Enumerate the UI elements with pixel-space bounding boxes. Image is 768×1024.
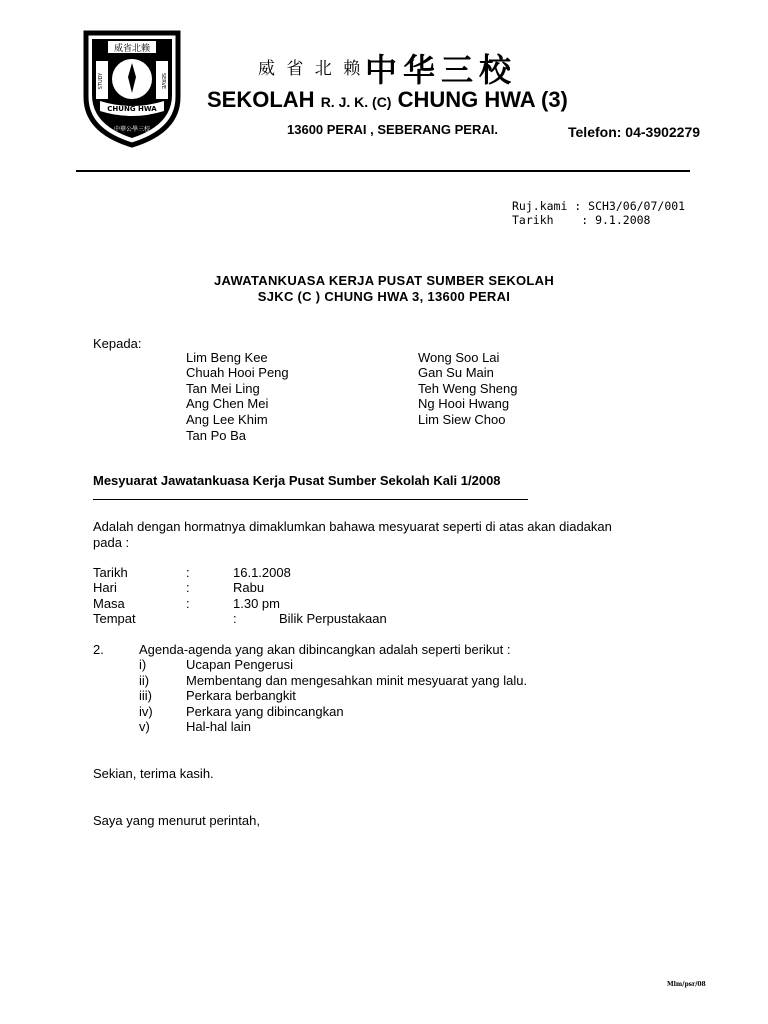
detail-colon: : bbox=[186, 580, 190, 595]
crest-left-text: STUDY bbox=[98, 72, 104, 90]
letterhead-telephone: Telefon: 04-3902279 bbox=[568, 124, 701, 140]
agenda-item-text: Membentang dan mengesahkan minit mesyuarat yang lalu. bbox=[186, 673, 528, 688]
reference-date: Tarikh : 9.1.2008 bbox=[512, 213, 651, 227]
agenda-intro: Agenda-agenda yang akan dibincangkan adalah seperti berikut : bbox=[139, 642, 511, 657]
detail-value-time: 1.30 pm bbox=[233, 596, 280, 611]
detail-value-day: Rabu bbox=[233, 580, 265, 595]
detail-label-time: Masa bbox=[93, 596, 125, 611]
recipient-name: Lim Siew Choo bbox=[418, 412, 506, 427]
intro-line-2: pada : bbox=[93, 535, 130, 550]
letterhead-address: 13600 PERAI , SEBERANG PERAI. bbox=[287, 122, 498, 137]
agenda-item-text: Ucapan Pengerusi bbox=[186, 657, 293, 672]
recipient-name: Lim Beng Kee bbox=[186, 350, 268, 365]
footer-reference: Mlm/psr/08 bbox=[667, 981, 706, 988]
crest-bottom-text: 中華公學三校 bbox=[113, 126, 151, 133]
detail-colon: : bbox=[186, 565, 190, 580]
school-name-type: R. J. K. (C) bbox=[320, 94, 392, 110]
school-crest-logo bbox=[78, 27, 186, 149]
recipient-name: Tan Mei Ling bbox=[186, 381, 260, 396]
detail-colon: : bbox=[186, 596, 190, 611]
letterhead-divider bbox=[76, 170, 690, 172]
crest-right-text: SERVE bbox=[160, 72, 166, 90]
agenda-item-number: iii) bbox=[139, 688, 152, 703]
intro-line-1: Adalah dengan hormatnya dimaklumkan bahawa mesyuarat seperti di atas akan diadakan bbox=[93, 519, 612, 534]
crest-banner-text: CHUNG HWA bbox=[107, 105, 157, 113]
recipients-label: Kepada: bbox=[93, 336, 142, 351]
reference-number: Ruj.kami : SCH3/06/07/001 bbox=[512, 199, 686, 213]
committee-title: JAWATANKUASA KERJA PUSAT SUMBER SEKOLAH bbox=[213, 273, 555, 288]
closing-line: Sekian, terima kasih. bbox=[93, 766, 214, 781]
recipient-name: Wong Soo Lai bbox=[418, 350, 500, 365]
recipient-name: Ng Hooi Hwang bbox=[418, 396, 510, 411]
agenda-item-text: Perkara berbangkit bbox=[186, 688, 296, 703]
meeting-subject: Mesyuarat Jawatankuasa Kerja Pusat Sumber Sekolah Kali 1/2008 bbox=[93, 473, 501, 488]
letterhead-chinese-school-name: 中华三校 bbox=[365, 51, 518, 89]
letterhead-school-name bbox=[207, 87, 568, 113]
recipient-name: Ang Chen Mei bbox=[186, 396, 269, 411]
recipient-name: Chuah Hooi Peng bbox=[186, 365, 289, 380]
agenda-item-number: v) bbox=[139, 719, 150, 734]
recipient-name: Gan Su Main bbox=[418, 365, 494, 380]
agenda-item-number: iv) bbox=[139, 704, 153, 719]
signoff-line: Saya yang menurut perintah, bbox=[93, 813, 260, 828]
agenda-item-number: ii) bbox=[139, 673, 150, 688]
detail-label-date: Tarikh bbox=[93, 565, 128, 580]
agenda-item-text: Perkara yang dibincangkan bbox=[186, 704, 344, 719]
recipient-name: Tan Po Ba bbox=[186, 428, 246, 443]
recipient-name: Ang Lee Khim bbox=[186, 412, 268, 427]
agenda-number: 2. bbox=[93, 642, 104, 657]
detail-value-venue: Bilik Perpustakaan bbox=[279, 611, 387, 626]
school-name-part-b: CHUNG HWA (3) bbox=[397, 87, 568, 112]
agenda-item-number: i) bbox=[139, 657, 147, 672]
detail-colon: : bbox=[233, 611, 237, 626]
committee-school-line: SJKC (C ) CHUNG HWA 3, 13600 PERAI bbox=[257, 289, 511, 304]
agenda-item-text: Hal-hal lain bbox=[186, 719, 252, 734]
recipient-name: Teh Weng Sheng bbox=[418, 381, 518, 396]
crest-top-text: 威省北赖 bbox=[113, 44, 151, 54]
school-name-part-a: SEKOLAH bbox=[207, 87, 315, 112]
detail-label-day: Hari bbox=[93, 580, 117, 595]
detail-value-date: 16.1.2008 bbox=[233, 565, 291, 580]
letterhead-chinese-location: 威 省 北 赖 bbox=[258, 59, 364, 79]
detail-label-venue: Tempat bbox=[93, 611, 136, 626]
subject-underline bbox=[93, 499, 528, 500]
